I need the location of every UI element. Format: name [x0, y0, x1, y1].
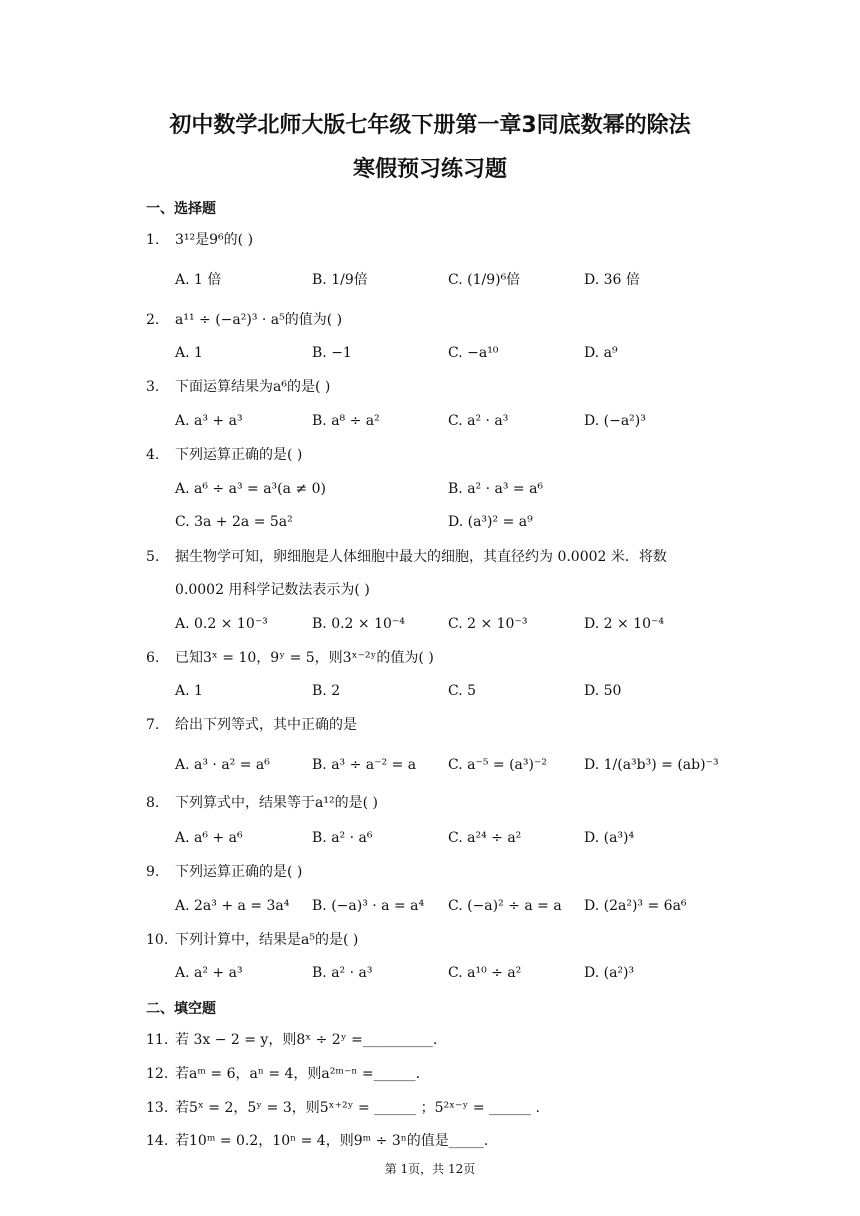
question-stem: 下列运算正确的是( ) — [175, 864, 303, 880]
option-b: B. a² · a³ = a⁶ — [448, 481, 544, 497]
question-number: 2. — [146, 312, 160, 328]
question-number: 6. — [146, 650, 160, 666]
question-5-options — [0, 612, 860, 636]
question-4 — [0, 443, 860, 467]
question-6-options — [0, 679, 860, 703]
question-1 — [0, 228, 860, 252]
question-number: 14. — [146, 1133, 169, 1149]
section-heading-fill: 二、填空题 — [146, 1001, 216, 1017]
question-number: 4. — [146, 447, 160, 463]
page-footer: 第 1页，共 12页 — [384, 1162, 476, 1176]
question-number: 13. — [146, 1100, 169, 1116]
option-d: D. (2a²)³ = 6a⁶ — [584, 898, 687, 914]
option-c: C. a² · a³ — [448, 413, 509, 429]
option-b: B. (−a)³ · a = a⁴ — [312, 898, 425, 914]
option-b: B. a² · a³ — [312, 965, 373, 981]
question-11 — [0, 1028, 860, 1052]
question-9-options — [0, 894, 860, 918]
question-stem: 若10ᵐ = 0.2，10ⁿ = 4，则9ᵐ ÷ 3ⁿ的值是_____. — [175, 1133, 489, 1149]
question-stem: 若 3x − 2 = y，则8ˣ ÷ 2ʸ =__________. — [175, 1032, 438, 1048]
document-title-line2: 寒假预习练习题 — [352, 157, 507, 182]
option-c: C. a⁻⁵ = (a³)⁻² — [448, 757, 547, 773]
question-number: 10. — [146, 932, 169, 948]
question-14 — [0, 1129, 860, 1153]
question-stem: 若aᵐ = 6，aⁿ = 4，则a²ᵐ⁻ⁿ =______. — [175, 1066, 421, 1082]
question-2-options — [0, 341, 860, 365]
question-8-options — [0, 826, 860, 850]
option-b: B. a⁸ ÷ a² — [312, 413, 380, 429]
question-7 — [0, 713, 860, 737]
option-a: A. a² + a³ — [175, 965, 243, 981]
question-4-options-row2 — [0, 510, 860, 534]
question-4-options-row1 — [0, 477, 860, 501]
option-d: D. 2 × 10⁻⁴ — [584, 616, 664, 632]
option-d: D. a⁹ — [584, 345, 618, 361]
option-c: C. 5 — [448, 683, 477, 699]
option-a: A. 2a³ + a = 3a⁴ — [175, 898, 290, 914]
option-c: C. a¹⁰ ÷ a² — [448, 965, 522, 981]
option-c: C. a²⁴ ÷ a² — [448, 830, 522, 846]
option-d: D. (−a²)³ — [584, 413, 646, 429]
question-number: 11. — [146, 1032, 169, 1048]
question-number: 8. — [146, 795, 160, 811]
question-12 — [0, 1062, 860, 1086]
option-c: C. −a¹⁰ — [448, 345, 499, 361]
option-a: A. 1 — [175, 345, 203, 361]
question-stem: 下列运算正确的是( ) — [175, 447, 303, 463]
question-stem-line2: 0.0002 用科学记数法表示为( ) — [175, 582, 370, 598]
question-7-options — [0, 753, 860, 777]
option-a: A. 1 倍 — [175, 272, 222, 288]
question-13 — [0, 1096, 860, 1120]
option-c: C. (−a)² ÷ a = a — [448, 898, 562, 914]
option-d: D. (a³)⁴ — [584, 830, 635, 846]
question-number: 1. — [146, 232, 160, 248]
question-number: 12. — [146, 1066, 169, 1082]
question-stem: 若5ˣ = 2，5ʸ = 3，则5ˣ⁺²ʸ = ______ ；5²ˣ⁻ʸ = ______ . — [175, 1100, 540, 1116]
question-number: 3. — [146, 379, 160, 395]
question-stem: 已知3ˣ = 10，9ʸ = 5，则3ˣ⁻²ʸ的值为( ) — [175, 650, 434, 666]
option-d: D. 1/(a³b³) = (ab)⁻³ — [584, 757, 719, 773]
option-d: D. (a³)² = a⁹ — [448, 514, 533, 530]
option-a: A. a⁶ ÷ a³ = a³(a ≠ 0) — [175, 481, 326, 497]
option-b: B. a² · a⁶ — [312, 830, 373, 846]
question-5-continued — [0, 578, 860, 602]
option-d: D. (a²)³ — [584, 965, 635, 981]
option-a: A. a³ + a³ — [175, 413, 243, 429]
question-number: 7. — [146, 717, 160, 733]
question-3-options — [0, 409, 860, 433]
option-c: C. (1/9)⁶倍 — [448, 272, 521, 288]
question-stem: 3¹²是9⁶的( ) — [175, 232, 254, 248]
option-b: B. a³ ÷ a⁻² = a — [312, 757, 417, 773]
question-stem: 给出下列等式，其中正确的是 — [175, 717, 357, 733]
question-10 — [0, 928, 860, 952]
option-b: B. 2 — [312, 683, 341, 699]
question-9 — [0, 860, 860, 884]
section-heading-choice: 一、选择题 — [146, 201, 216, 217]
question-number: 5. — [146, 549, 160, 565]
option-b: B. 0.2 × 10⁻⁴ — [312, 616, 405, 632]
document-title-line1: 初中数学北师大版七年级下册第一章3同底数幂的除法 — [169, 113, 691, 138]
option-a: A. 0.2 × 10⁻³ — [175, 616, 268, 632]
option-c: C. 2 × 10⁻³ — [448, 616, 528, 632]
option-d: D. 36 倍 — [584, 272, 640, 288]
question-number: 9. — [146, 864, 160, 880]
question-5 — [0, 545, 860, 569]
question-8 — [0, 791, 860, 815]
question-3 — [0, 375, 860, 399]
option-a: A. 1 — [175, 683, 203, 699]
question-2 — [0, 308, 860, 332]
question-stem: 据生物学可知，卵细胞是人体细胞中最大的细胞，其直径约为 0.0002 米．将数 — [175, 549, 667, 565]
question-1-options — [0, 268, 860, 292]
option-a: A. a⁶ + a⁶ — [175, 830, 243, 846]
question-stem: a¹¹ ÷ (−a²)³ · a⁵的值为( ) — [175, 312, 343, 328]
question-stem: 下列算式中，结果等于a¹²的是( ) — [175, 795, 378, 811]
question-6 — [0, 646, 860, 670]
question-10-options — [0, 961, 860, 985]
option-a: A. a³ · a² = a⁶ — [175, 757, 270, 773]
question-stem: 下列计算中，结果是a⁵的是( ) — [175, 932, 359, 948]
option-b: B. −1 — [312, 345, 352, 361]
option-b: B. 1/9倍 — [312, 272, 368, 288]
option-d: D. 50 — [584, 683, 622, 699]
option-c: C. 3a + 2a = 5a² — [175, 514, 293, 530]
question-stem: 下面运算结果为a⁶的是( ) — [175, 379, 331, 395]
